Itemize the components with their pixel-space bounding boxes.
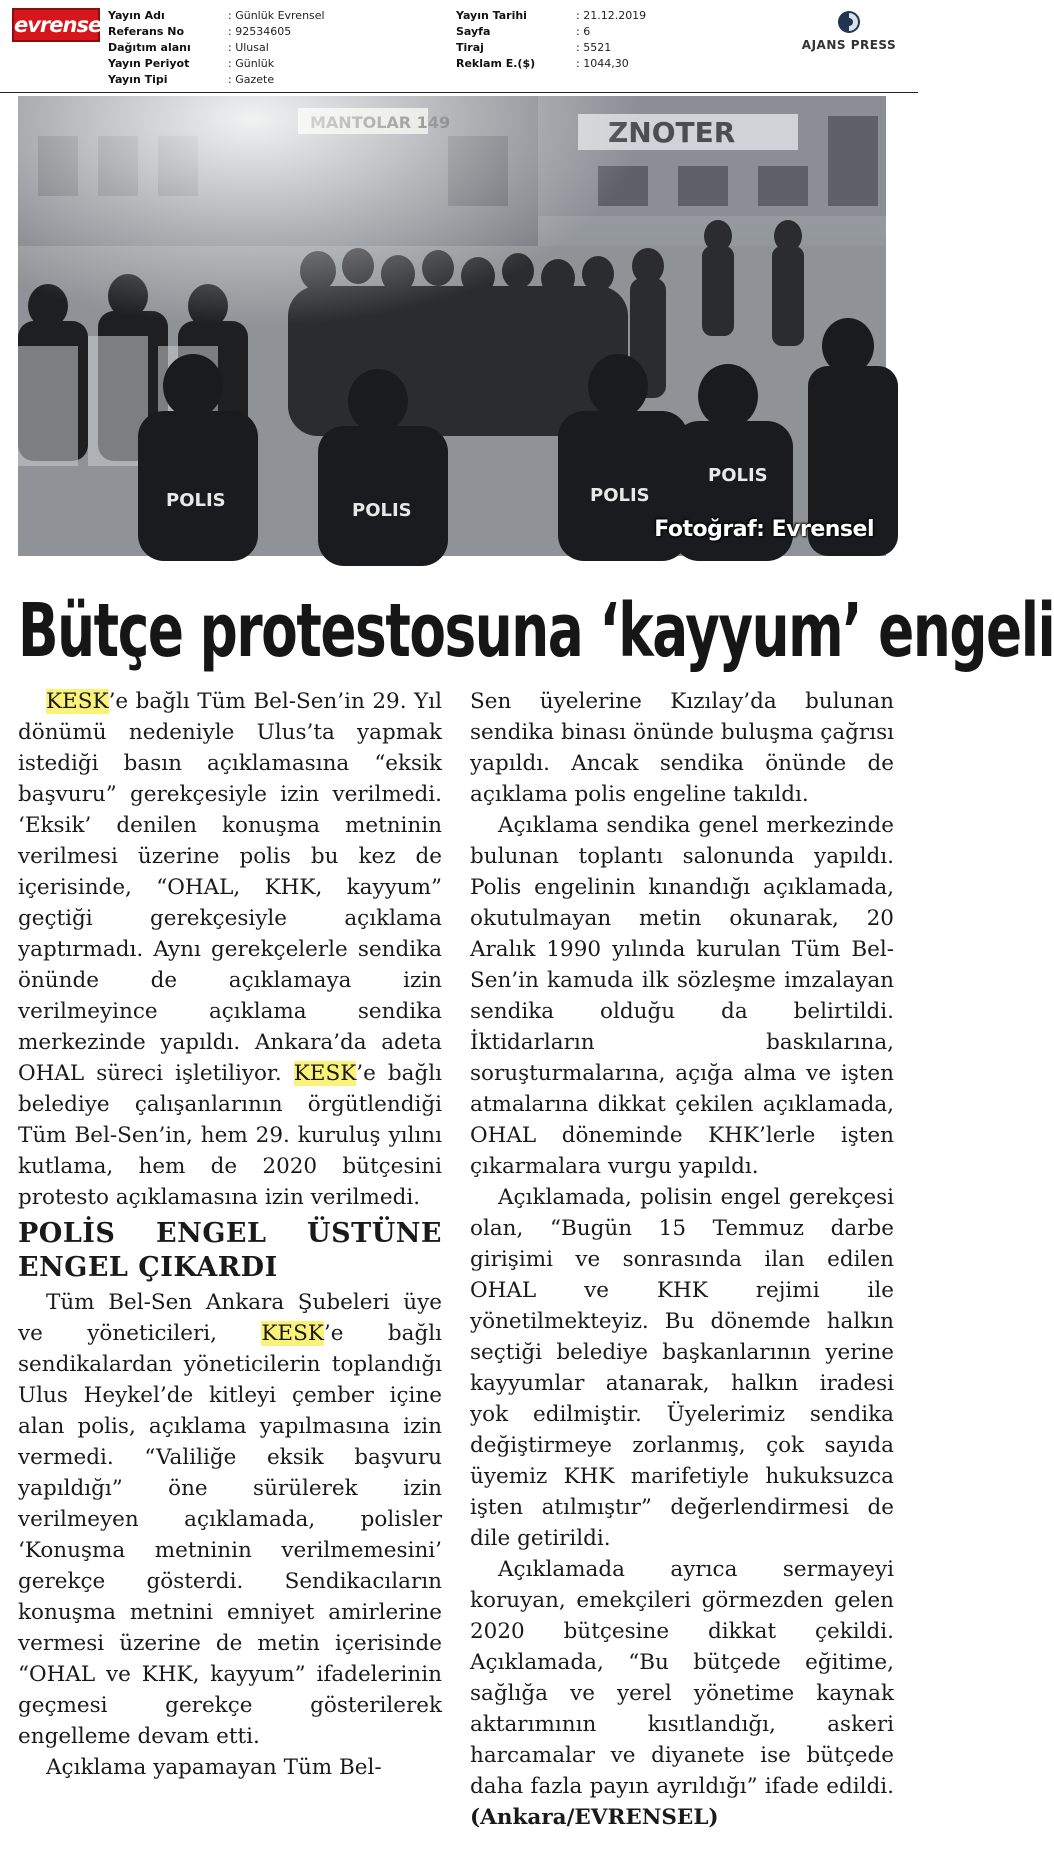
meta-row <box>456 40 696 56</box>
meta-label: Sayfa <box>456 25 491 38</box>
meta-row <box>456 24 696 40</box>
meta-value: : Gazete <box>228 73 275 86</box>
agency-logo <box>794 10 904 52</box>
agency-name: AJANS PRESS <box>801 38 897 52</box>
photo-credit: Fotoğraf: Evrensel <box>654 517 874 542</box>
paragraph-text: ’e bağlı sendikalardan yöneticilerin toplandığı Ulus Heykel’de kitleyi çember içine alan polis, açıklama yapılmasına izin vermedi. “Valiliğe eksik başvuru yapıldığı” öne sürülerek izin verilmeyen açıklamada, polisler ‘Konuşma metninin verilmemesini’ gerekçe gösterdi. Sendikacıların konuşma metnini emniyet amirlerine vermesi üzerine de metin içerisinde “OHAL ve KHK, kayyum” ifadelerinin geçmesi gerekçe gösterilerek engelleme devam etti. <box>18 1321 442 1749</box>
highlight-kesk: KESK <box>293 1061 357 1086</box>
meta-row <box>108 8 448 24</box>
meta-value: : 6 <box>576 25 591 38</box>
clipping-header <box>0 0 918 93</box>
article-paragraph <box>18 686 442 1213</box>
article-paragraph: Sen üyelerine Kızılay’da bulunan sendika binası önünde buluşma çağrısı yapıldı. Ancak sendika önünde de açıklama polis engeline takıldı. <box>470 689 894 807</box>
article-paragraph: Açıklama sendika genel merkezinde bulunan toplantı salonunda yapıldı. Polis engelinin kınandığı açıklamada, okutulmayan metin okunarak, 20 Aralık 1990 yılında kurulan Tüm Bel-Sen’in kamuda ilk sözleşme imzalayan sendika olduğu da belirtildi. İktidarların baskılarına, soruşturmalarına, açığa alma ve işten atmalarına dikkat çekilen açıklamada, OHAL döneminde KHK’lerle işten çıkarmalara vurgu yapıldı. <box>470 813 894 1179</box>
meta-row <box>108 24 448 40</box>
paragraph-text: ’e bağlı Tüm Bel-Sen’in 29. Yıl dönümü nedeniyle Ulus’ta yapmak istediği basın açıklamasına “eksik başvuru” gerekçesiyle izin verilmedi. ‘Eksik’ denilen konuşma metninin verilmesi üzerine polis bu kez de içerisinde, “OHAL, KHK, kayyum” geçtiği gerekçesiyle açıklama yaptırmadı. Aynı gerekçelerle sendika önünde de açıklamaya izin verilmeyince açıklama sendika merkezinde yapıldı. Ankara’da adeta OHAL süreci işletiliyor. <box>18 689 442 1086</box>
meta-label: Yayın Tipi <box>108 73 168 86</box>
meta-value: : Ulusal <box>228 41 269 54</box>
meta-row <box>456 56 696 72</box>
paragraph-text: ’e bağlı belediye çalışanlarının örgütlendiği Tüm Bel-Sen’in, hem 29. kuruluş yılını kutlama, hem de 2020 bütçesini protesto açıklamasına izin verilmedi. <box>18 1061 442 1210</box>
highlight-kesk: KESK <box>46 689 109 714</box>
publication-meta-right <box>456 8 696 72</box>
article-column-right <box>470 686 894 1833</box>
meta-label: Yayın Adı <box>108 9 165 22</box>
article-paragraph: Açıklama yapamayan Tüm Bel- <box>46 1755 382 1780</box>
article-paragraph <box>470 1554 894 1833</box>
meta-label: Yayın Tarihi <box>456 9 527 22</box>
meta-value: : 5521 <box>576 41 612 54</box>
article-signature: (Ankara/EVRENSEL) <box>470 1805 719 1830</box>
paragraph-text: Açıklamada ayrıca sermayeyi koruyan, emekçileri görmezden gelen 2020 bütçesine dikkat çekildi. Açıklamada, “Bu bütçede eğitime, sağlığa ve yerel yönetime kaynak aktarımının kısıtlandığı, askeri harcamalar ve diyanete ise bütçede daha fazla payın ayrıldığı” ifade edildi. <box>470 1557 894 1799</box>
meta-value: : 1044,30 <box>576 57 629 70</box>
article-subheading: POLİS ENGEL ÜSTÜNE ENGEL ÇIKARDI <box>18 1218 442 1283</box>
meta-label: Tiraj <box>456 41 484 54</box>
publication-meta-left <box>108 8 448 88</box>
meta-label: Referans No <box>108 25 184 38</box>
meta-value: : 92534605 <box>228 25 292 38</box>
agency-mark-icon <box>837 10 861 34</box>
meta-label: Reklam E.($) <box>456 57 536 70</box>
meta-row <box>108 72 448 88</box>
evrensel-logo: evrensel <box>12 8 100 42</box>
article-column-left <box>18 686 442 1783</box>
meta-row <box>108 40 448 56</box>
highlight-kesk: KESK <box>261 1321 324 1346</box>
meta-value: : Günlük <box>228 57 275 70</box>
protest-scene-illustration <box>18 96 886 556</box>
meta-label: Yayın Periyot <box>108 57 190 70</box>
meta-label: Dağıtım alanı <box>108 41 191 54</box>
protest-photo <box>18 96 886 556</box>
meta-row <box>456 8 696 24</box>
meta-value: : 21.12.2019 <box>576 9 647 22</box>
article-headline: Bütçe protestosuna ‘kayyum’ engeli <box>18 588 1054 674</box>
meta-value: : Günlük Evrensel <box>228 9 325 22</box>
article-paragraph <box>18 1287 442 1752</box>
paragraph-text: Tüm Bel-Sen Ankara Şubeleri üye ve yöneticileri, <box>18 1290 442 1346</box>
meta-row <box>108 56 448 72</box>
article-paragraph: Açıklamada, polisin engel gerekçesi olan, “Bugün 15 Temmuz darbe girişimi ve sonrasında ilan edilen OHAL ve KHK rejimi ile yönetilmekteyiz. Bu dönemde halkın seçtiği belediye başkanlarının yerine kayyumlar atanarak, halkın iradesi yok edilmiştir. Üyelerimiz sendika değiştirmeye zorlanmış, çok sayıda üyemiz KHK marifetiyle hukuksuzca işten atılmıştır” değerlendirmesi de dile getirildi. <box>470 1185 894 1551</box>
